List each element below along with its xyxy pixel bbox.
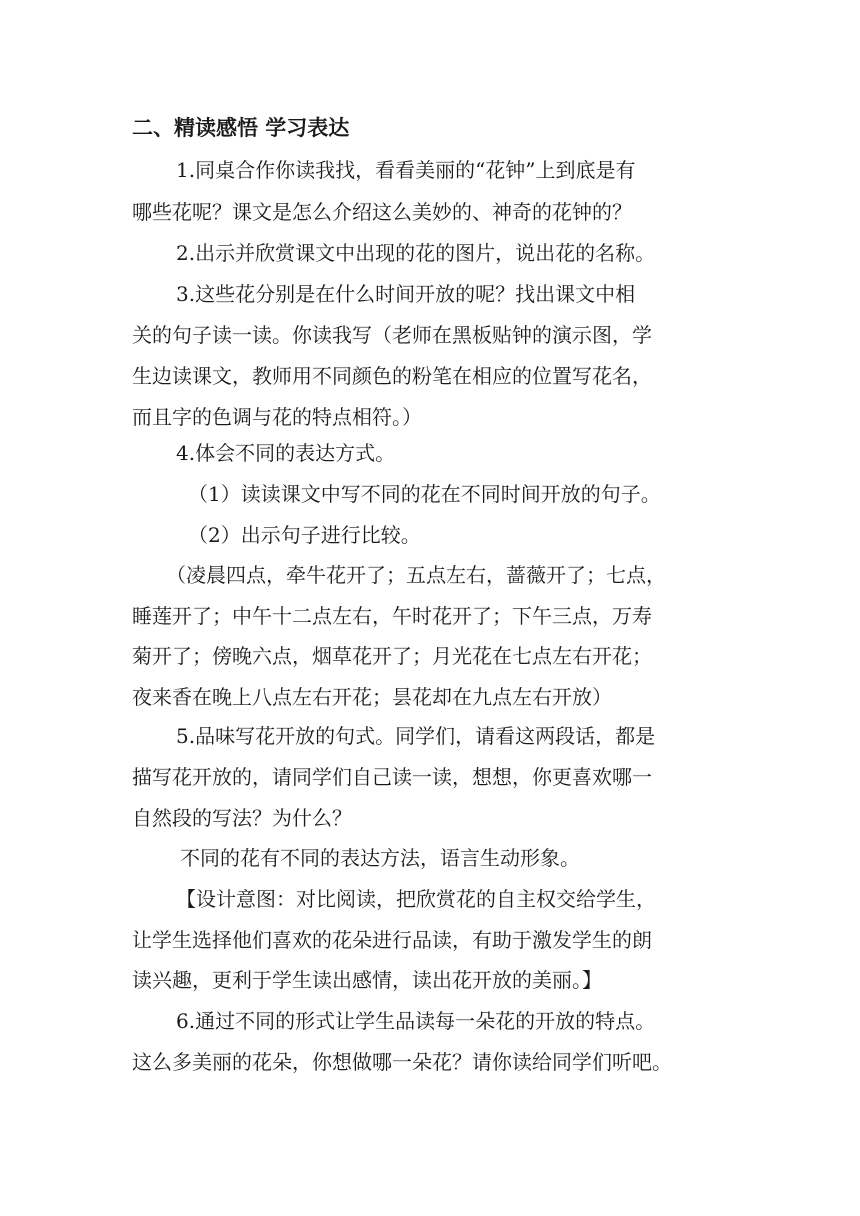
paragraph-line: 5.品味写花开放的句式。同学们，请看这两段话，都是 bbox=[176, 724, 656, 748]
paragraph-line: 4.体会不同的表达方式。 bbox=[176, 441, 396, 465]
paragraph-line: 自然段的写法？为什么？ bbox=[132, 806, 352, 830]
paragraph-line: 2.出示并欣赏课文中出现的花的图片，说出花的名称。 bbox=[176, 241, 656, 265]
paragraph-line: （1）读读课文中写不同的花在不同时间开放的句子。 bbox=[188, 482, 661, 506]
paragraph-line: 3.这些花分别是在什么时间开放的呢？找出课文中相 bbox=[176, 282, 636, 306]
paragraph-line: 【设计意图：对比阅读，把欣赏花的自主权交给学生， bbox=[176, 887, 656, 911]
paragraph-line: 睡莲开了；中午十二点左右，午时花开了；下午三点，万寿 bbox=[132, 604, 652, 628]
paragraph-line: 描写花开放的，请同学们自己读一读，想想，你更喜欢哪一 bbox=[132, 765, 652, 789]
paragraph-line: 这么多美丽的花朵，你想做哪一朵花？请你读给同学们听吧。 bbox=[132, 1050, 672, 1074]
paragraph-line: 不同的花有不同的表达方法，语言生动形象。 bbox=[180, 846, 580, 870]
paragraph-line: 生边读课文，教师用不同颜色的粉笔在相应的位置写花名， bbox=[132, 364, 652, 388]
paragraph-line: 关的句子读一读。你读我写（老师在黑板贴钟的演示图，学 bbox=[132, 323, 652, 347]
paragraph-line: 菊开了；傍晚六点，烟草花开了；月光花在七点左右开花； bbox=[132, 644, 652, 668]
paragraph-line: 读兴趣，更利于学生读出感情，读出花开放的美丽。】 bbox=[132, 968, 602, 992]
paragraph-line: 让学生选择他们喜欢的花朵进行品读，有助于激发学生的朗 bbox=[132, 928, 652, 952]
paragraph-line: 哪些花呢？课文是怎么介绍这么美妙的、神奇的花钟的？ bbox=[132, 200, 632, 224]
paragraph-line: 夜来香在晚上八点左右开花；昙花却在九点左右开放） bbox=[132, 685, 612, 709]
paragraph-line: 6.通过不同的形式让学生品读每一朵花的开放的特点。 bbox=[176, 1009, 656, 1033]
paragraph-line: 而且字的色调与花的特点相符。） bbox=[132, 405, 422, 429]
paragraph-line: （凌晨四点，牵牛花开了；五点左右，蔷薇开了；七点， bbox=[166, 563, 666, 587]
paragraph-line: （2）出示句子进行比较。 bbox=[188, 523, 421, 547]
section-heading: 二、精读感悟 学习表达 bbox=[132, 116, 350, 140]
paragraph-line: 1.同桌合作你读我找，看看美丽的“花钟”上到底是有 bbox=[176, 158, 636, 182]
